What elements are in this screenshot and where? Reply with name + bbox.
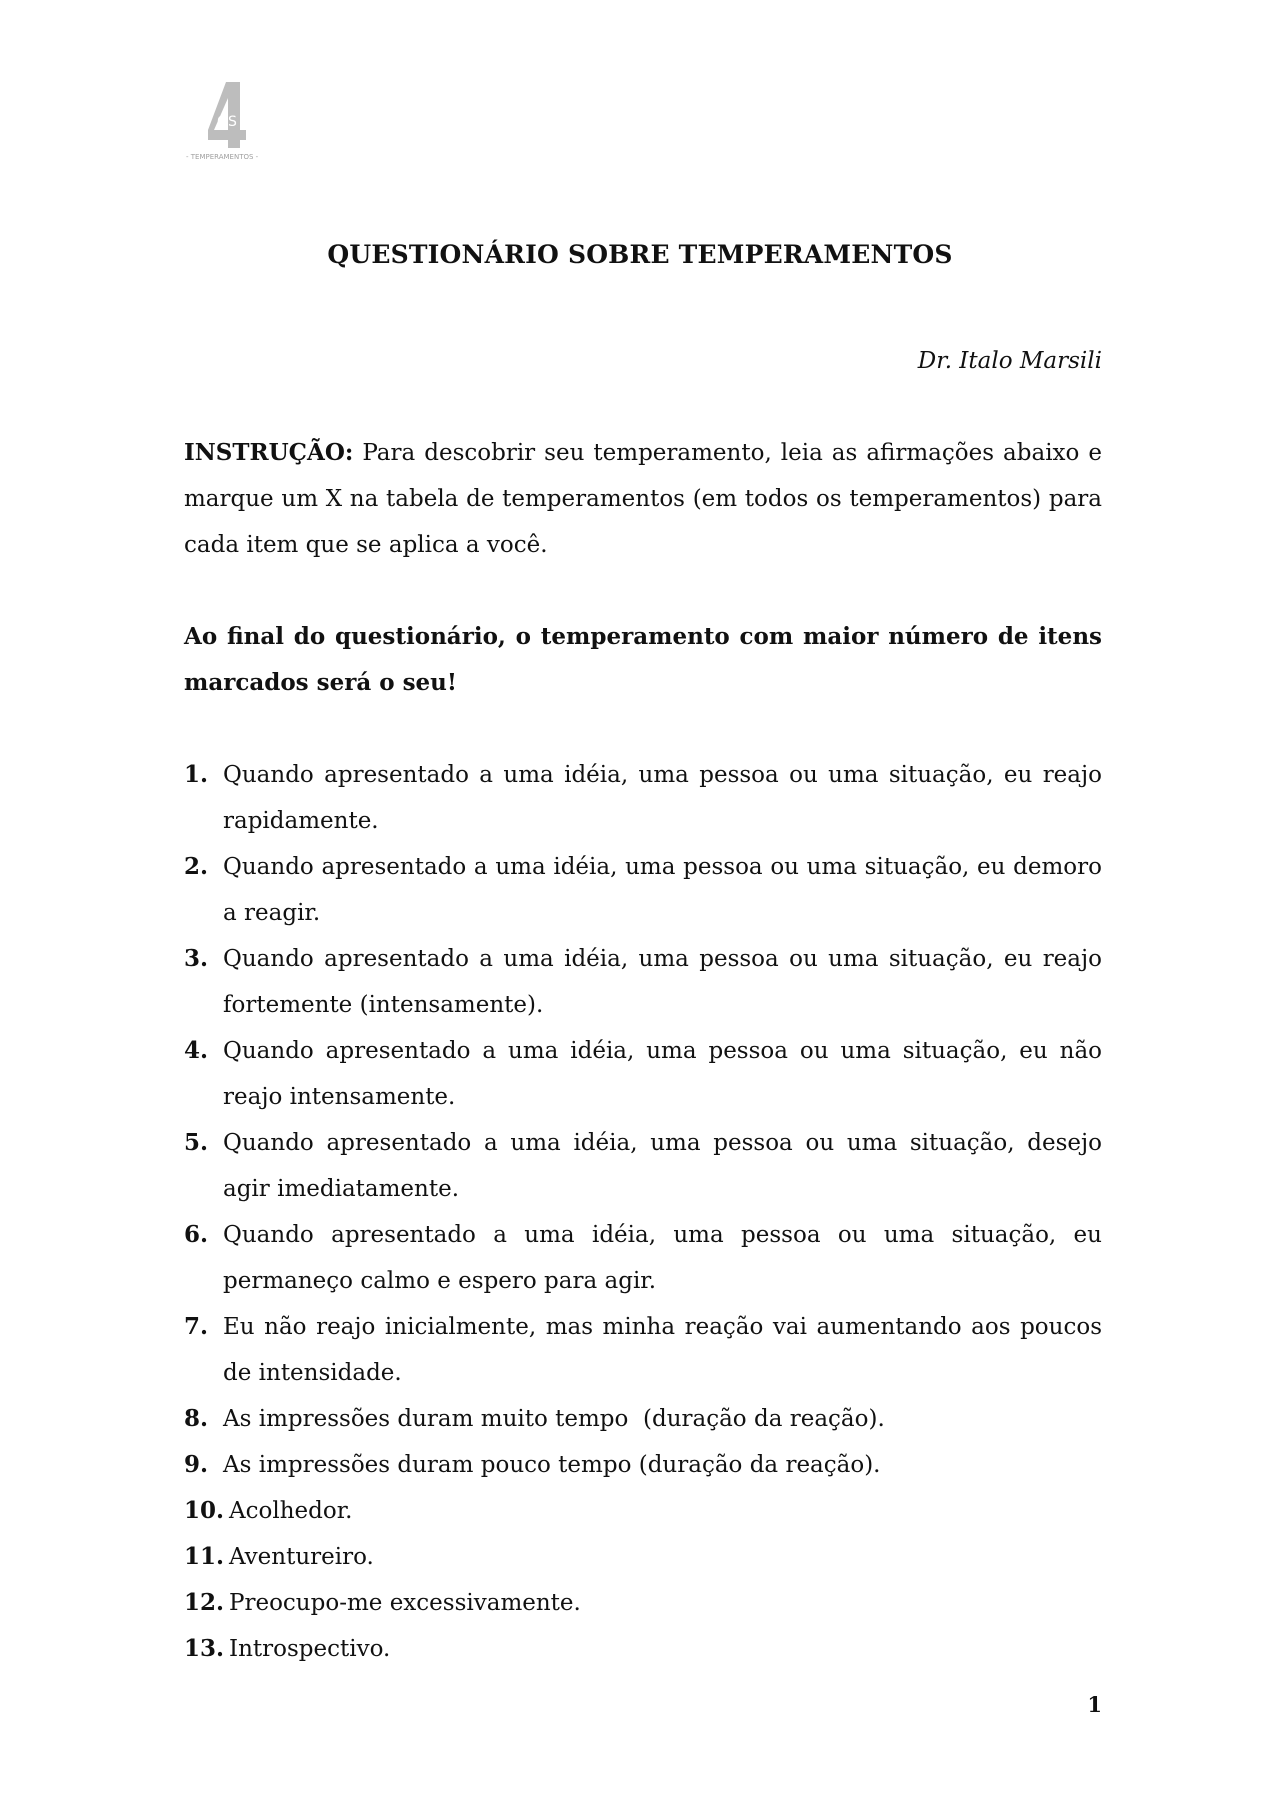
- page-number: 1: [1087, 1692, 1102, 1717]
- item-number: 5.: [184, 1129, 209, 1156]
- item-number: 6.: [184, 1221, 209, 1248]
- item-text: Quando apresentado a uma idéia, uma pessoa ou uma situação, eu demoro a reagir.: [223, 854, 1102, 926]
- item-number: 7.: [184, 1313, 209, 1340]
- list-item: [184, 936, 1102, 1028]
- item-text: Introspectivo.: [229, 1636, 391, 1662]
- item-number: 8.: [184, 1405, 209, 1432]
- item-number: 4.: [184, 1037, 209, 1064]
- list-item: [184, 1120, 1102, 1212]
- item-number: 12.: [184, 1589, 225, 1616]
- item-number: 3.: [184, 945, 209, 972]
- item-text: Quando apresentado a uma idéia, uma pessoa ou uma situação, desejo agir imediatamente.: [223, 1130, 1102, 1202]
- logo: [184, 80, 294, 162]
- final-note: Ao final do questionário, o temperamento com maior número de itens marcados será o seu!: [184, 623, 1102, 696]
- item-number: 11.: [184, 1543, 225, 1570]
- item-number: 10.: [184, 1497, 225, 1524]
- instruction-paragraph: [184, 430, 1102, 568]
- list-item: [184, 1304, 1102, 1396]
- list-item: [184, 1396, 1102, 1442]
- item-text: Preocupo-me excessivamente.: [229, 1590, 581, 1616]
- four-temperaments-logo-icon: [184, 80, 294, 162]
- item-number: 2.: [184, 853, 209, 880]
- item-text: Quando apresentado a uma idéia, uma pessoa ou uma situação, eu não reajo intensamente.: [223, 1038, 1102, 1110]
- list-item: [184, 1626, 1102, 1672]
- list-item: [184, 1028, 1102, 1120]
- list-item: [184, 1534, 1102, 1580]
- list-item: [184, 1212, 1102, 1304]
- author: Dr. Italo Marsili: [917, 348, 1102, 374]
- page-title: QUESTIONÁRIO SOBRE TEMPERAMENTOS: [327, 240, 953, 269]
- list-item: [184, 752, 1102, 844]
- item-text: Quando apresentado a uma idéia, uma pessoa ou uma situação, eu permaneço calmo e espero para agir.: [223, 1222, 1102, 1294]
- item-text: As impressões duram pouco tempo (duração da reação).: [223, 1452, 881, 1478]
- instruction-label: INSTRUÇÃO:: [184, 439, 354, 466]
- item-number: 1.: [184, 761, 209, 788]
- instruction-text: Para descobrir seu temperamento, leia as afirmações abaixo e marque um X na tabela de temperamentos (em todos os temperamentos) para cada item que se aplica a você.: [184, 440, 1102, 558]
- item-text: Aventureiro.: [229, 1544, 374, 1570]
- item-text: As impressões duram muito tempo (duração da reação).: [223, 1406, 885, 1432]
- list-item: [184, 1488, 1102, 1534]
- question-list: [184, 752, 1102, 1672]
- item-text: Quando apresentado a uma idéia, uma pessoa ou uma situação, eu reajo rapidamente.: [223, 762, 1102, 834]
- list-item: [184, 844, 1102, 936]
- item-number: 9.: [184, 1451, 209, 1478]
- item-text: Eu não reajo inicialmente, mas minha reação vai aumentando aos poucos de intensidade.: [223, 1314, 1102, 1386]
- list-item: [184, 1442, 1102, 1488]
- logo-mark: OS: [217, 114, 237, 130]
- list-item: [184, 1580, 1102, 1626]
- item-text: Quando apresentado a uma idéia, uma pessoa ou uma situação, eu reajo fortemente (intensamente).: [223, 946, 1102, 1018]
- logo-tagline: - TEMPERAMENTOS -: [186, 153, 259, 161]
- item-text: Acolhedor.: [229, 1498, 353, 1524]
- item-number: 13.: [184, 1635, 225, 1662]
